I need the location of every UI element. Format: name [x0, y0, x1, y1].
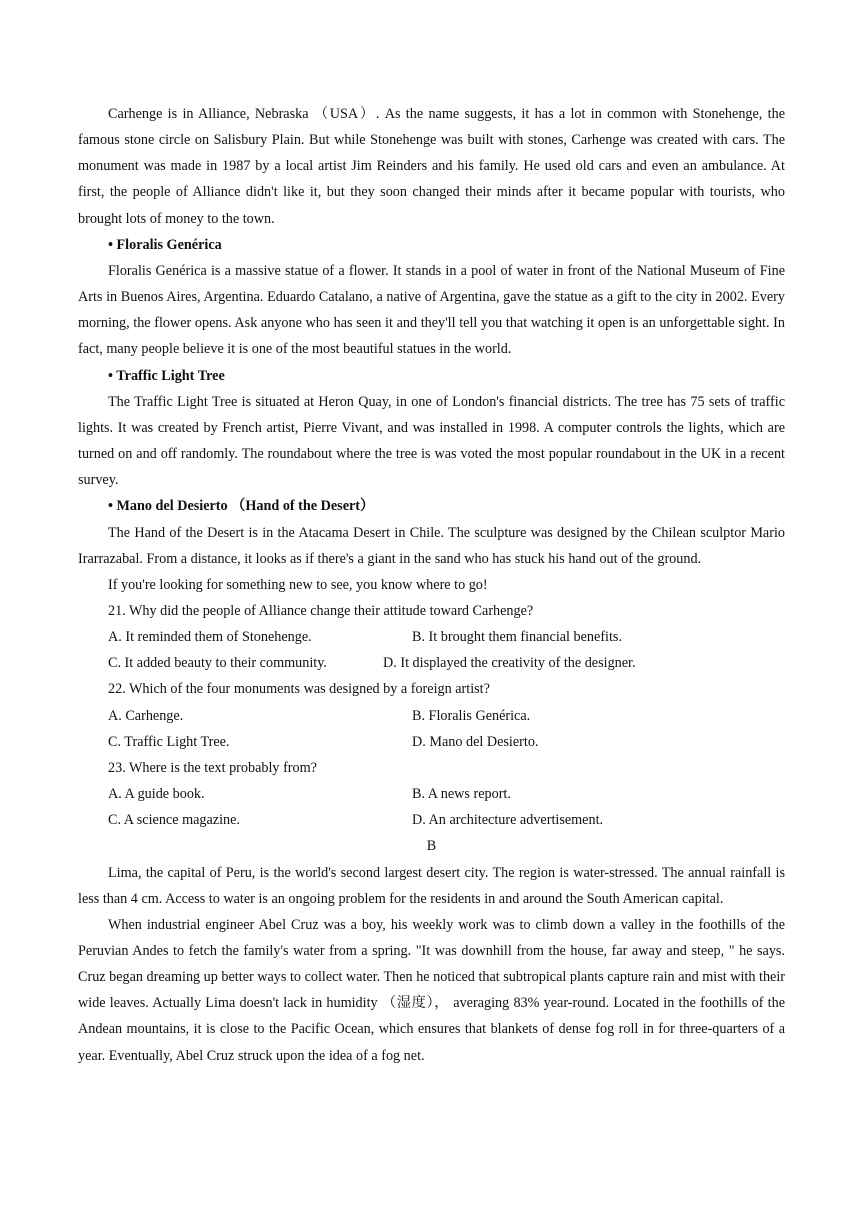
question-22-option-b: B. Floralis Genérica.: [412, 707, 531, 724]
question-23-options-row-2: [78, 807, 785, 833]
question-21-options-row-2: [78, 650, 785, 676]
question-21-options-row-1: [78, 624, 785, 650]
question-23-options-row-1: [78, 781, 785, 807]
question-22-option-a: A. Carhenge.: [108, 707, 184, 724]
lima-paragraph: Lima, the capital of Peru, is the world's second largest desert city. The region is water-stressed. The annual rainfall is less than 4 cm. Access to water is an ongoing problem for the residents in and around the South American capital.: [78, 864, 785, 907]
document-page: [78, 101, 785, 1069]
mano-paragraph: The Hand of the Desert is in the Atacama Desert in Chile. The sculpture was designed by the Chilean sculptor Mario Irarrazabal. From a distance, it looks as if there's a giant in the sand who has stuck his hand out of the ground.: [78, 524, 785, 567]
question-22-option-c: C. Traffic Light Tree.: [108, 733, 230, 750]
question-22-option-d: D. Mano del Desierto.: [412, 733, 539, 750]
section-b-letter: B: [426, 838, 437, 855]
question-21-stem: 21. Why did the people of Alliance change their attitude toward Carhenge?: [108, 602, 534, 619]
traffic-light-paragraph: The Traffic Light Tree is situated at Heron Quay, in one of London's financial districts. The tree has 75 sets of traffic lights. It was created by French artist, Pierre Vivant, and was installed in 1998. A computer controls the lights, which are turned on and off randomly. The roundabout where the tree is was voted the most popular roundabout in the UK in a recent survey.: [78, 393, 785, 489]
question-23-option-a: A. A guide book.: [108, 786, 205, 803]
question-23-stem: 23. Where is the text probably from?: [108, 759, 317, 776]
question-22-options-row-1: [78, 703, 785, 729]
carhenge-paragraph: Carhenge is in Alliance, Nebraska （USA）. As the name suggests, it has a lot in common with Stonehenge, the famous stone circle on Salisbury Plain. But while Stonehenge was built with stones, Carhenge was created with cars. The monument was made in 1987 by a local artist Jim Reinders and his family. He used old cars and even an ambulance. At first, the people of Alliance didn't like it, but they soon changed their minds after it became popular with tourists, who brought lots of money to the town.: [78, 106, 785, 227]
traffic-light-heading: • Traffic Light Tree: [108, 367, 225, 384]
closing-paragraph: If you're looking for something new to see, you know where to go!: [108, 576, 488, 593]
question-23-option-c: C. A science magazine.: [108, 812, 240, 829]
question-23-option-b: B. A news report.: [412, 786, 511, 803]
question-21-option-b: B. It brought them financial benefits.: [412, 629, 622, 646]
question-22-stem: 22. Which of the four monuments was designed by a foreign artist?: [108, 681, 490, 698]
question-21-option-c: C. It added beauty to their community.: [108, 655, 327, 672]
question-23-option-d: D. An architecture advertisement.: [412, 812, 604, 829]
question-21-option-a: A. It reminded them of Stonehenge.: [108, 629, 312, 646]
floralis-paragraph: Floralis Genérica is a massive statue of a flower. It stands in a pool of water in front of the National Museum of Fine Arts in Buenos Aires, Argentina. Eduardo Catalano, a native of Argentina, gave the statue as a gift to the city in 2002. Every morning, the flower opens. Ask anyone who has seen it and they'll tell you that watching it open is an unforgettable sight. In fact, many people believe it is one of the most beautiful statues in the world.: [78, 262, 785, 358]
question-22-options-row-2: [78, 729, 785, 755]
question-21-option-d: D. It displayed the creativity of the designer.: [383, 655, 636, 672]
abel-cruz-paragraph: When industrial engineer Abel Cruz was a boy, his weekly work was to climb down a valley in the foothills of the Peruvian Andes to fetch the family's water from a spring. "It was downhill from the house, far away and steep, " he says. Cruz began dreaming up better ways to collect water. Then he noticed that subtropical plants capture rain and mist with their wide leaves. Actually Lima doesn't lack in humidity （湿度）， averaging 83% year-round. Located in the foothills of the Andean mountains, it is close to the Pacific Ocean, which ensures that blankets of dense fog roll in for three-quarters of a year. Eventually, Abel Cruz struck upon the idea of a fog net.: [78, 916, 785, 1064]
floralis-heading: • Floralis Genérica: [108, 236, 222, 253]
mano-heading: • Mano del Desierto （Hand of the Desert）: [108, 498, 375, 515]
